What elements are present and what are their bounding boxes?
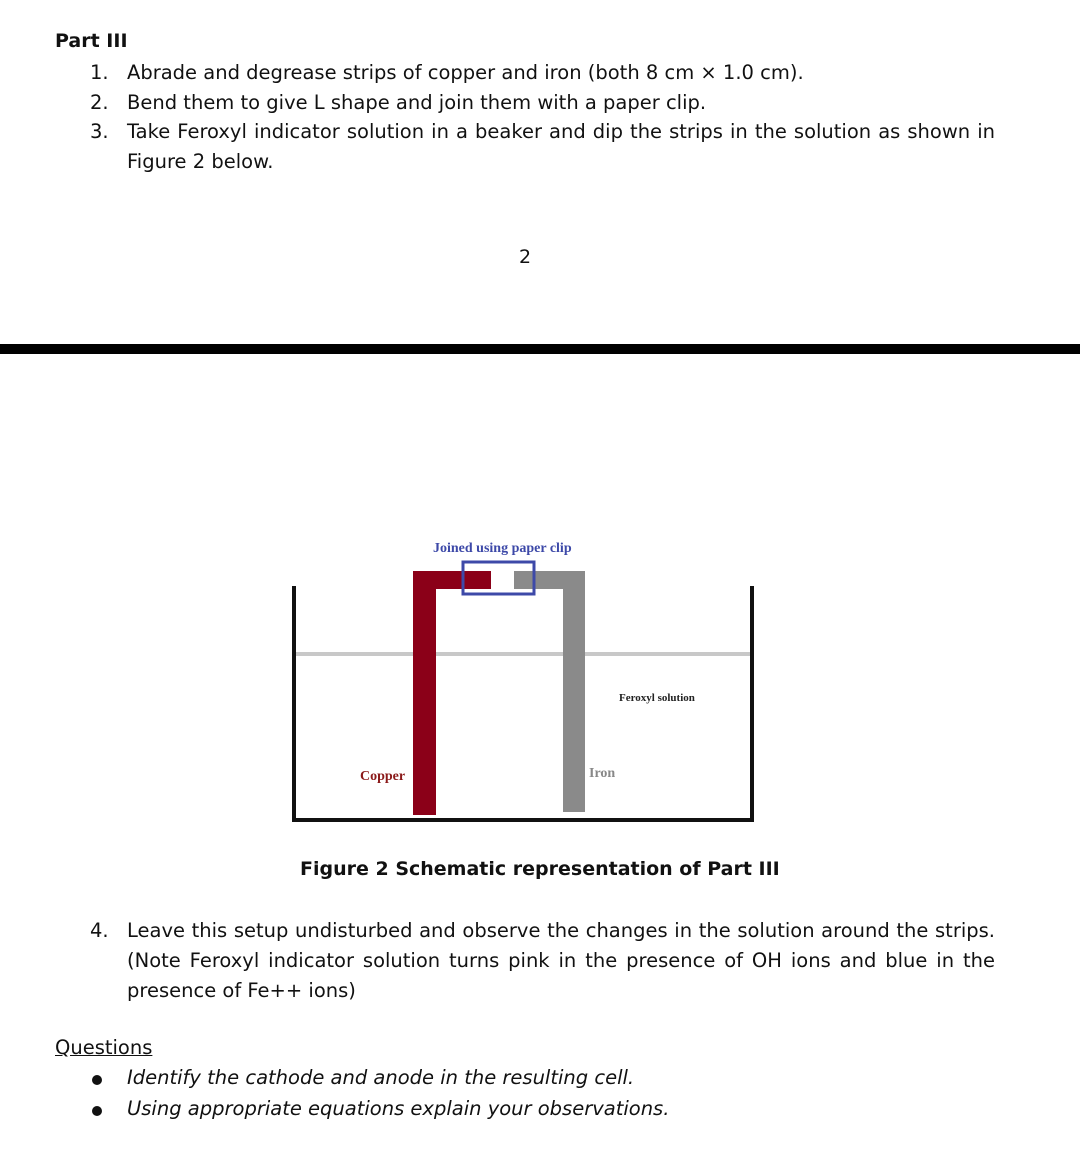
step-3 bbox=[0, 117, 1080, 177]
step-number: 1. bbox=[90, 61, 109, 84]
step-number: 2. bbox=[90, 91, 109, 114]
bullet-icon bbox=[92, 1075, 102, 1085]
iron-label: Iron bbox=[589, 766, 616, 781]
iron-strip-vertical bbox=[563, 571, 585, 812]
step-text-line: Leave this setup undisturbed and observe the changes in the solution around the strips. bbox=[127, 919, 995, 942]
step-text-line: presence of Fe++ ions) bbox=[127, 979, 356, 1002]
paper-clip-label: Joined using paper clip bbox=[433, 541, 572, 556]
iron-strip-horizontal bbox=[514, 571, 585, 589]
questions-heading: Questions bbox=[55, 1036, 153, 1059]
step-text-line: Take Feroxyl indicator solution in a beaker and dip the strips in the solution as shown in bbox=[127, 120, 995, 143]
question-text: Identify the cathode and anode in the resulting cell. bbox=[127, 1066, 635, 1089]
feroxyl-solution-label: Feroxyl solution bbox=[619, 692, 695, 704]
step-text: Abrade and degrease strips of copper and iron (both 8 cm × 1.0 cm). bbox=[127, 61, 804, 84]
figure-caption: Figure 2 Schematic representation of Part III bbox=[300, 858, 780, 880]
step-text-line: Figure 2 below. bbox=[127, 150, 274, 173]
page-number: 2 bbox=[518, 246, 532, 268]
bullet-icon bbox=[92, 1106, 102, 1116]
step-text-line: (Note Feroxyl indicator solution turns pink in the presence of OH ions and blue in the bbox=[127, 949, 995, 972]
step-2 bbox=[0, 88, 1080, 118]
question-text: Using appropriate equations explain your observations. bbox=[127, 1097, 670, 1120]
step-4 bbox=[0, 916, 1080, 1006]
figure-2-schematic bbox=[0, 530, 1080, 840]
page-break-divider bbox=[0, 344, 1080, 354]
question-item bbox=[0, 1096, 1080, 1126]
copper-strip-horizontal bbox=[413, 571, 491, 589]
part-title: Part III bbox=[55, 30, 128, 52]
question-item bbox=[0, 1065, 1080, 1095]
step-1 bbox=[0, 58, 1080, 88]
copper-strip-vertical bbox=[413, 571, 436, 815]
copper-label: Copper bbox=[360, 769, 406, 784]
step-number: 3. bbox=[90, 120, 109, 143]
step-number: 4. bbox=[90, 919, 109, 942]
step-text: Bend them to give L shape and join them with a paper clip. bbox=[127, 91, 707, 114]
